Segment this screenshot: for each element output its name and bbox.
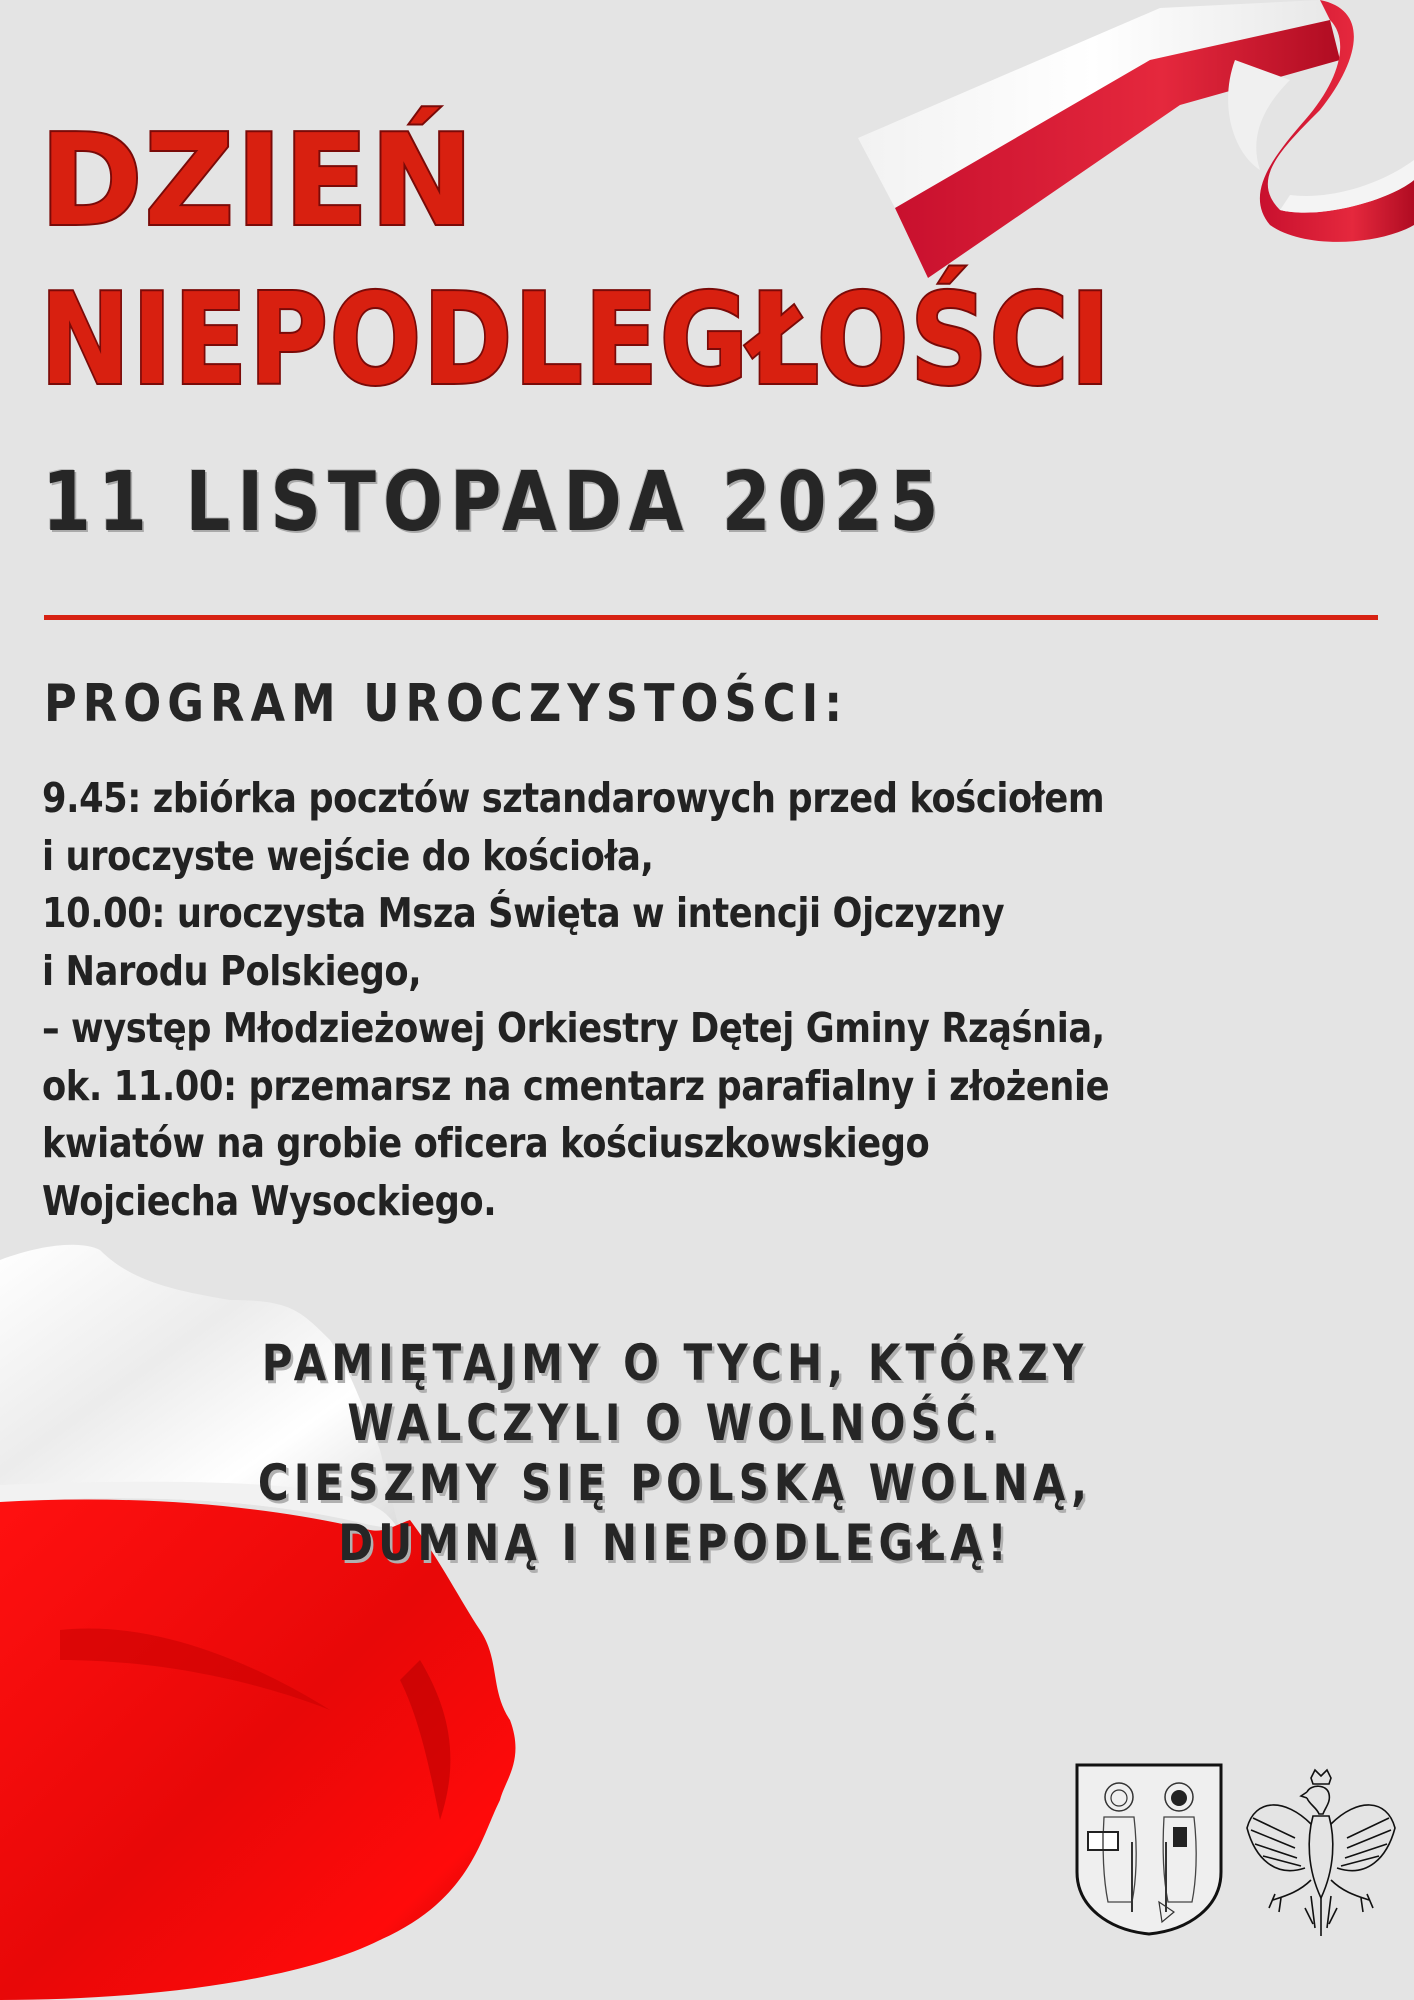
program-line: 10.00: uroczysta Msza Święta w intencji Ojczyzny bbox=[42, 889, 1005, 937]
closing-line: PAMIĘTAJMY O TYCH, KTÓRZY bbox=[261, 1334, 1089, 1392]
program-line: kwiatów na grobie oficera kościuszkowskiego bbox=[42, 1119, 930, 1167]
program-heading: PROGRAM UROCZYSTOŚCI: bbox=[44, 674, 849, 734]
closing-line: CIESZMY SIĘ POLSKĄ WOLNĄ, bbox=[257, 1454, 1093, 1512]
program-line: ok. 11.00: przemarsz na cmentarz parafialny i złożenie bbox=[42, 1061, 1110, 1110]
event-date: 11 LISTOPADA 2025 bbox=[42, 455, 946, 550]
closing-message bbox=[160, 1333, 1190, 1573]
title-line-1: DZIEŃ bbox=[40, 107, 476, 254]
program-line: 9.45: zbiórka pocztów sztandarowych przed kościołem bbox=[42, 774, 1105, 822]
program-line: i Narodu Polskiego, bbox=[42, 946, 422, 995]
polish-white-eagle-icon bbox=[1245, 1768, 1397, 1940]
gmina-coat-of-arms-icon bbox=[1074, 1762, 1224, 1936]
program-list bbox=[42, 770, 1283, 1230]
program-line: i uroczyste wejście do kościoła, bbox=[42, 831, 654, 880]
closing-line: WALCZYLI O WOLNOŚĆ. bbox=[347, 1394, 1003, 1452]
closing-line: DUMNĄ I NIEPODLEGŁĄ! bbox=[338, 1514, 1012, 1572]
program-line: – występ Młodzieżowej Orkiestry Dętej Gminy Rząśnia, bbox=[42, 1004, 1105, 1052]
divider bbox=[44, 615, 1378, 620]
title-line-2: NIEPODLEGŁOŚCI bbox=[40, 266, 1113, 413]
polish-flag-ribbon-icon bbox=[850, 0, 1414, 290]
program-line: Wojciecha Wysockiego. bbox=[42, 1176, 497, 1225]
